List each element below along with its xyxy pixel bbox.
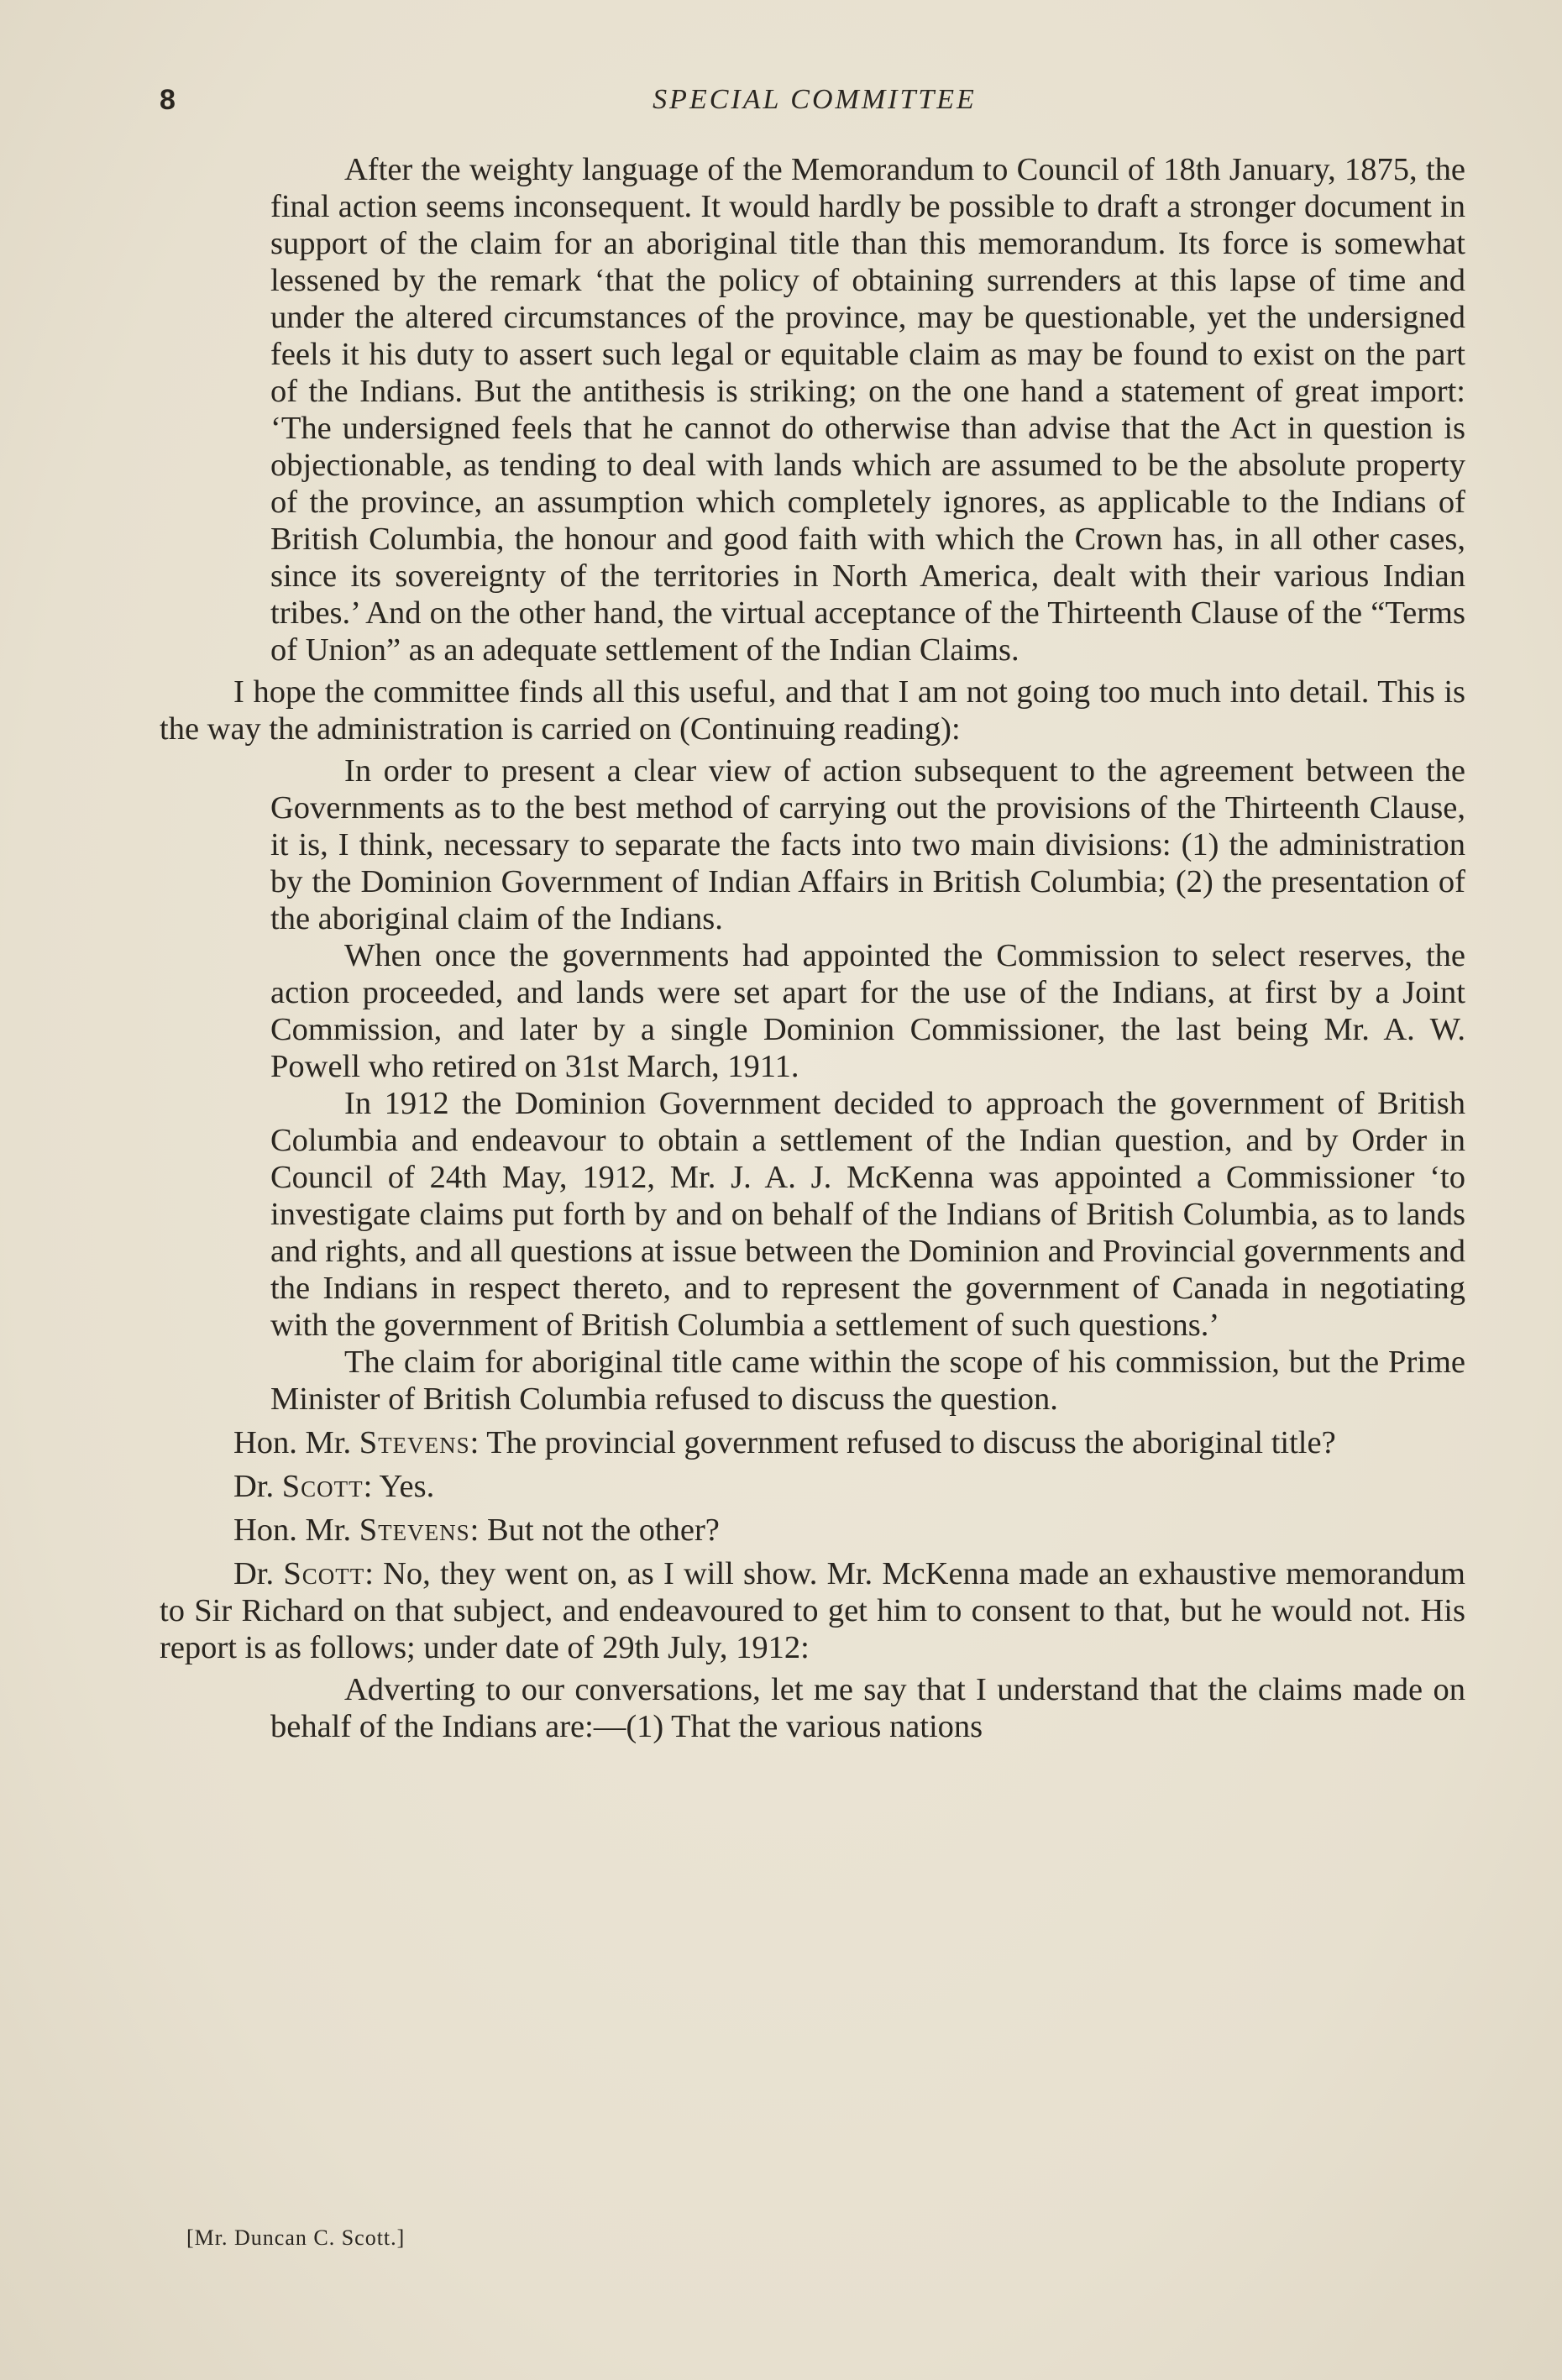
speaker-name: Stevens (359, 1512, 470, 1548)
quote-paragraph: In order to present a clear view of action subsequent to the agreement between the Governments as to the best method of carrying out the provisions of the Thirteenth Clause, it is, I think, necessary to separate the facts into two main divisions: (1) the administration by the Dominion Government of Indian Affairs in British Columbia; (2) the presentation of the aboriginal claim of the Indians. (270, 753, 1465, 936)
speaker-footnote: [Mr. Duncan C. Scott.] (186, 2225, 406, 2250)
dialogue-text: : The provincial government refused to discuss the aboriginal title? (469, 1425, 1336, 1460)
body-paragraph: I hope the committee finds all this useful, and that I am not going too much into detail. This is the way the administration is carried on (Continuing reading): (160, 674, 1465, 747)
speaker-title: Dr. (233, 1556, 284, 1591)
quote-paragraph: When once the governments had appointed the Commission to select reserves, the action proceeded, and lands were set apart for the use of the Indians, at first by a Joint Commission, and later by a single Dominion Commissioner, the last being Mr. A. W. Powell who retired on 31st March, 1911. (270, 938, 1465, 1084)
running-title: SPECIAL COMMITTEE (653, 84, 977, 115)
quoted-letter-block (270, 1671, 1465, 1745)
quoted-memorandum-block (270, 151, 1465, 668)
quote-paragraph: The claim for aboriginal title came within the scope of his commission, but the Prime Minister of British Columbia refused to discuss the question. (270, 1345, 1465, 1417)
dialogue-line (160, 1424, 1465, 1461)
dialogue-text: : No, they went on, as I will show. Mr. McKenna made an exhaustive memorandum to Sir Richard on that subject, and endeavoured to get him to consent to that, but he would not. His report is as follows; under date of 29th July, 1912: (160, 1556, 1466, 1665)
speaker-name: Scott (281, 1469, 364, 1504)
speaker-title: Hon. Mr. (233, 1512, 359, 1548)
dialogue-line (160, 1512, 1465, 1549)
speaker-name: Scott (283, 1556, 365, 1591)
page-header (160, 84, 1470, 134)
speaker-title: Hon. Mr. (233, 1425, 359, 1460)
quote-paragraph: Adverting to our conversations, let me say that I understand that the claims made on behalf of the Indians are:—(1) That the various nations (270, 1672, 1465, 1744)
speaker-name: Stevens (359, 1425, 470, 1460)
speaker-title: Dr. (233, 1469, 282, 1504)
dialogue-line (160, 1555, 1465, 1666)
quote-paragraph: After the weighty language of the Memorandum to Council of 18th January, 1875, the final action seems inconsequent. It would hardly be possible to draft a stronger document in support of the claim for an aboriginal title than this memorandum. Its force is somewhat lessened by the remark ‘that the policy of obtaining surrenders at this lapse of time and under the altered circumstances of the province, may be questionable, yet the undersigned feels it his duty to assert such legal or equitable claim as may be found to exist on the part of the Indians. But the antithesis is striking; on the one hand a statement of great import: ‘The undersigned feels that he cannot do otherwise than advise that the Act in question is objectionable, as tending to deal with lands which are assumed to be the absolute property of the province, an assumption which completely ignores, as applicable to the Indians of British Columbia, the honour and good faith with which the Crown has, in all other cases, since its sovereignty of the territories in North America, dealt with their various Indian tribes.’ And on the other hand, the virtual acceptance of the Thirteenth Clause of the “Terms of Union” as an adequate settlement of the Indian Claims. (270, 152, 1465, 668)
quote-paragraph: In 1912 the Dominion Government decided to approach the government of British Columbia and endeavour to obtain a settlement of the Indian question, and by Order in Council of 24th May, 1912, Mr. J. A. J. McKenna was appointed a Commissioner ‘to investigate claims put forth by and on behalf of the Indians of British Columbia, as to lands and rights, and all questions at issue between the Dominion and Provincial governments and the Indians in respect thereto, and to represent the government of Canada in negotiating with the government of British Columbia a settlement of such questions.’ (270, 1086, 1465, 1343)
page-content (160, 151, 1465, 1745)
quoted-report-block (270, 752, 1465, 1418)
dialogue-text: : Yes. (363, 1469, 435, 1504)
page-number: 8 (160, 84, 176, 116)
dialogue-line (160, 1468, 1465, 1505)
dialogue-text: : But not the other? (469, 1512, 720, 1548)
